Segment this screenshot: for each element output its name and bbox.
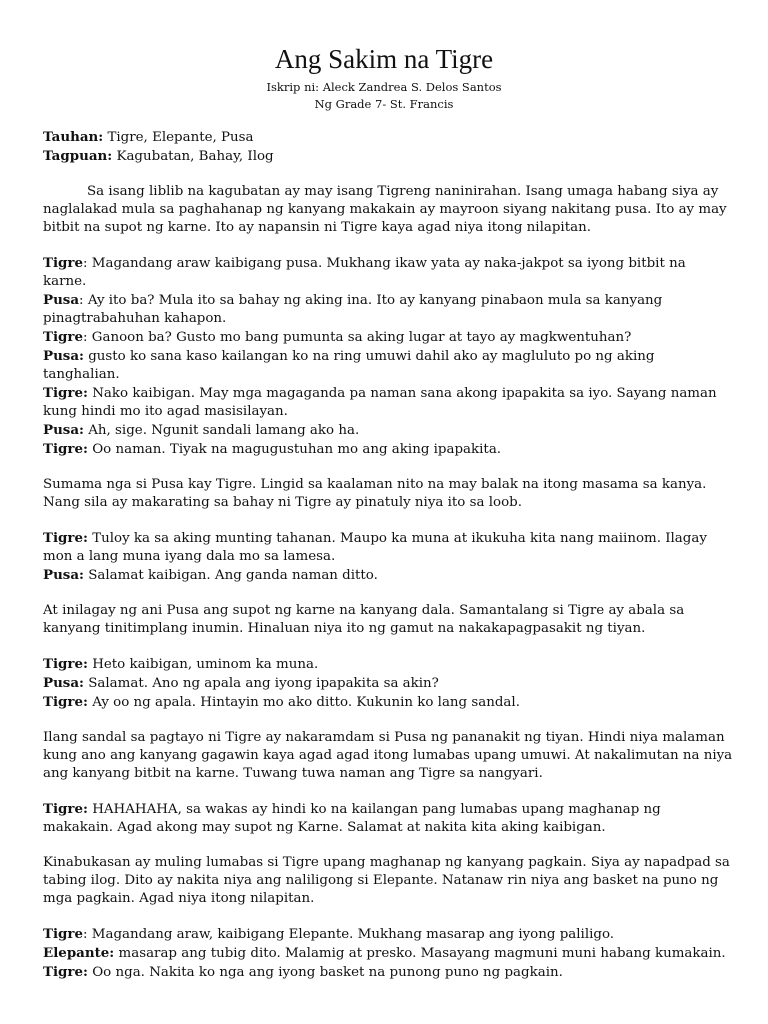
dialogue-text: gusto ko sana kaso kailangan ko na ring umuwi dahil ako ay magluluto po ng aking tanghalian. xyxy=(43,349,655,382)
dialogue-text: Ganoon ba? Gusto mo bang pumunta sa aking lugar at tayo ay magkwentuhan? xyxy=(91,330,632,345)
tauhan-label: Tauhan: xyxy=(43,129,104,145)
dialogue-line xyxy=(43,800,733,837)
tagpuan-value: Kagubatan, Bahay, Ilog xyxy=(112,149,274,164)
speaker-name: Elepante: xyxy=(43,945,115,961)
dialogue-text: Magandang araw, kaibigang Elepante. Mukhang masarap ang iyong paliligo. xyxy=(91,927,615,942)
speaker-name: Tigre: xyxy=(43,441,88,457)
dialogue-line xyxy=(43,944,733,963)
speaker-name: Tigre xyxy=(43,255,83,271)
dialogue-text: Ah, sige. Ngunit sandali lamang ako ha. xyxy=(88,423,360,438)
dialogue-text: Oo nga. Nakita ko nga ang iyong basket na punong puno ng pagkain. xyxy=(92,965,563,980)
speaker-name: Tigre: xyxy=(43,656,88,672)
dialogue-block xyxy=(43,655,733,712)
dialogue-text: Tuloy ka sa aking munting tahanan. Maupo ka muna at ikukuha kita nang maiinom. Ilagay mon a lang muna iyang dala mo sa lamesa. xyxy=(43,531,707,564)
narration-paragraph: Ilang sandal sa pagtayo ni Tigre ay nakaramdam si Pusa ng pananakit ng tiyan. Hindi niya malaman kung ano ang kanyang gagawin kaya agad agad itong lumabas upang umuwi. At nakalimutan na niya ang kanyang bitbit na karne. Tuwang tuwa naman ang Tigre sa nangyari. xyxy=(43,730,733,781)
tagpuan-line xyxy=(43,147,733,166)
speaker-name: Tigre xyxy=(43,926,83,942)
narration-paragraph: Kinabukasan ay muling lumabas si Tigre upang maghanap ng kanyang pagkain. Siya ay napadpad sa tabing ilog. Dito ay nakita niya ang naliligong si Elepante. Natanaw rin niya ang basket na puno ng mga pagkain. Agad niya itong nilapitan. xyxy=(43,855,730,906)
dialogue-line xyxy=(43,655,733,674)
dialogue-line xyxy=(43,440,733,459)
dialogue-block xyxy=(43,800,733,837)
dialogue-text: Ay oo ng apala. Hintayin mo ako ditto. Kukunin ko lang sandal. xyxy=(92,695,520,710)
dialogue-line xyxy=(43,529,733,566)
characters-setting-block xyxy=(43,128,733,166)
dialogue-line xyxy=(43,925,733,944)
dialogue-text: Ay ito ba? Mula ito sa bahay ng aking ina. Ito ay kanyang pinabaon mula sa kanyang pinagtrabahuhan kahapon. xyxy=(43,293,663,326)
speaker-name: Tigre: xyxy=(43,530,88,546)
speaker-name: Pusa: xyxy=(43,675,84,691)
dialogue-line xyxy=(43,254,733,291)
dialogue-line xyxy=(43,674,733,693)
separator: : xyxy=(79,293,88,308)
grade-line: Ng Grade 7- St. Francis xyxy=(314,97,454,111)
dialogue-line xyxy=(43,693,733,712)
speaker-name: Pusa: xyxy=(43,348,84,364)
speaker-name: Tigre: xyxy=(43,385,88,401)
separator: : xyxy=(83,927,92,942)
dialogue-line xyxy=(43,566,733,585)
speaker-name: Pusa xyxy=(43,292,80,308)
dialogue-line xyxy=(43,347,733,384)
speaker-name: Pusa: xyxy=(43,422,84,438)
dialogue-line xyxy=(43,291,733,328)
dialogue-line xyxy=(43,328,733,347)
dialogue-line xyxy=(43,421,733,440)
dialogue-block xyxy=(43,254,733,459)
speaker-name: Tigre: xyxy=(43,801,88,817)
narration-paragraph: At inilagay ng ani Pusa ang supot ng karne na kanyang dala. Samantalang si Tigre ay abala sa kanyang tinitimplang inumin. Hinaluan niya ito ng gamut na nakakapagpasakit ng tiyan. xyxy=(43,603,685,636)
speaker-name: Pusa: xyxy=(43,567,84,583)
document-title: Ang Sakim na Tigre xyxy=(274,44,494,74)
speaker-name: Tigre: xyxy=(43,964,88,980)
dialogue-text: Magandang araw kaibigang pusa. Mukhang ikaw yata ay naka-jakpot sa iyong bitbit na karne. xyxy=(43,256,686,289)
speaker-name: Tigre: xyxy=(43,694,88,710)
dialogue-line xyxy=(43,963,733,982)
tauhan-value: Tigre, Elepante, Pusa xyxy=(103,130,254,145)
dialogue-text: masarap ang tubig dito. Malamig at presko. Masayang magmuni muni habang kumakain. xyxy=(118,946,726,961)
dialogue-text: Heto kaibigan, uminom ka muna. xyxy=(92,657,319,672)
tagpuan-label: Tagpuan: xyxy=(43,148,113,164)
dialogue-text: Oo naman. Tiyak na magugustuhan mo ang aking ipapakita. xyxy=(92,442,502,457)
dialogue-text: HAHAHAHA, sa wakas ay hindi ko na kailangan pang lumabas upang maghanap ng makakain. Agad akong may supot ng Karne. Salamat at nakita kita aking kaibigan. xyxy=(43,802,661,835)
speaker-name: Tigre xyxy=(43,329,83,345)
document-body xyxy=(43,128,733,999)
dialogue-block xyxy=(43,925,733,982)
tauhan-line xyxy=(43,128,733,147)
dialogue-text: Salamat kaibigan. Ang ganda naman ditto. xyxy=(88,568,378,583)
separator: : xyxy=(83,330,92,345)
dialogue-text: Nako kaibigan. May mga magaganda pa naman sana akong ipapakita sa iyo. Sayang naman kung hindi mo ito agad masisilayan. xyxy=(43,386,717,419)
separator: : xyxy=(83,256,92,271)
dialogue-block xyxy=(43,529,733,585)
narration-paragraph: Sa isang liblib na kagubatan ay may isang Tigreng naninirahan. Isang umaga habang siya ay naglalakad mula sa paghahanap ng kanyang makakain ay mayroon siyang nakitang pusa. Ito ay may bitbit na supot ng karne. Ito ay napansin ni Tigre kaya agad niya itong nilapitan. xyxy=(43,184,727,235)
dialogue-text: Salamat. Ano ng apala ang iyong ipapakita sa akin? xyxy=(88,676,439,691)
narration-paragraph: Sumama nga si Pusa kay Tigre. Lingid sa kaalaman nito na may balak na itong masama sa kanya. Nang sila ay makarating sa bahay ni Tigre ay pinatuly niya ito sa loob. xyxy=(43,477,707,510)
author-line: Iskrip ni: Aleck Zandrea S. Delos Santos xyxy=(266,80,502,94)
dialogue-line xyxy=(43,384,733,421)
